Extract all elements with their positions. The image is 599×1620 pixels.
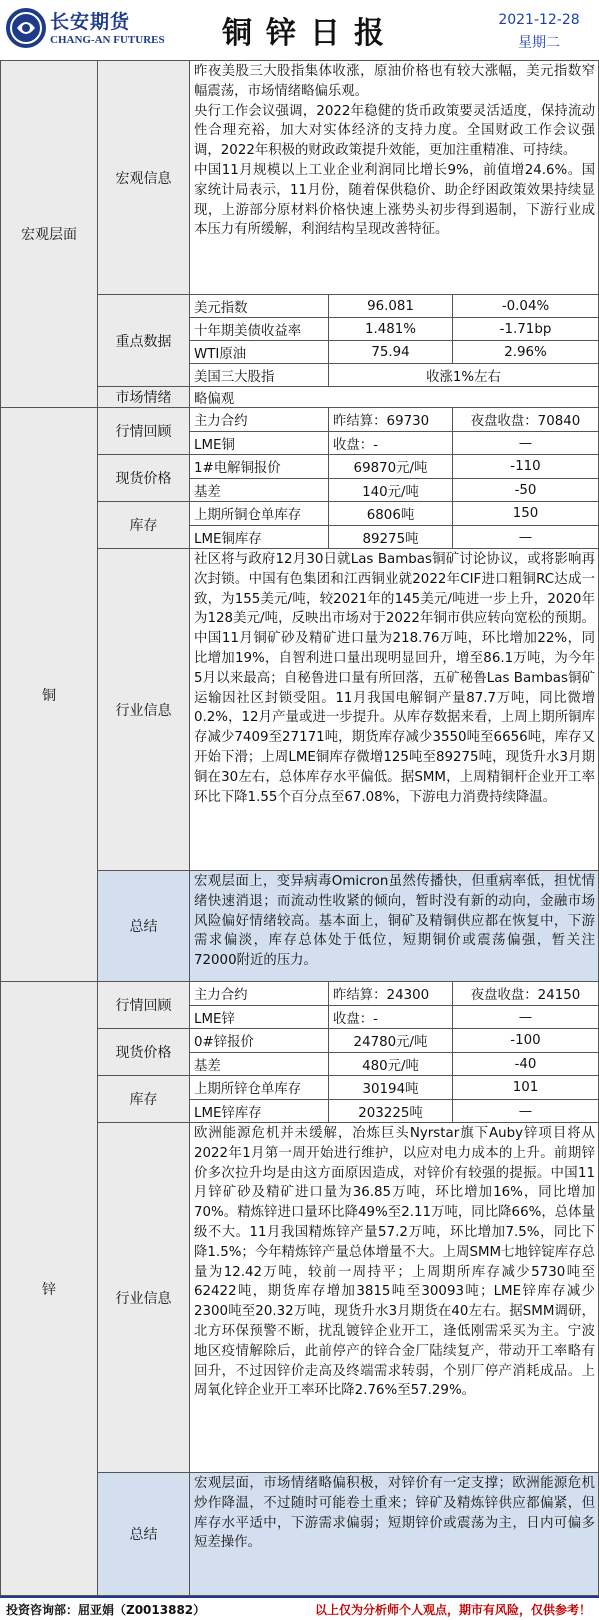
copper-market-cell: — (452, 431, 599, 455)
key-row-name: 十年期美债收益率 (189, 317, 329, 341)
macro-info-label: 宏观信息 (97, 60, 190, 295)
report-date: 2021-12-28 (498, 12, 580, 28)
zinc-market-label: 行情回顾 (97, 981, 190, 1029)
zinc-spot-cell: -40 (452, 1052, 599, 1076)
key-row-name: 美国三大股指 (189, 363, 329, 387)
sentiment-value: 略偏观 (189, 386, 599, 408)
section-macro: 宏观层面 (0, 60, 98, 408)
zinc-inventory-cell: 上期所锌仓单库存 (189, 1075, 329, 1100)
key-row-change: -0.04% (452, 294, 599, 318)
copper-inventory-cell: 上期所铜仓单库存 (189, 501, 329, 526)
copper-market-cell: 主力合约 (189, 407, 329, 432)
copper-inventory-cell: 6806吨 (328, 501, 453, 526)
copper-spot-cell: 1#电解铜报价 (189, 454, 329, 479)
key-row-value: 1.481% (328, 317, 453, 341)
copper-spot-cell: 140元/吨 (328, 478, 453, 502)
risk-disclaimer: 以上仅为分析师个人观点，期市有风险，仅供参考！ (314, 1603, 591, 1617)
copper-spot-cell: 69870元/吨 (328, 454, 453, 479)
copper-market-label: 行情回顾 (97, 407, 190, 455)
zinc-spot-cell: -100 (452, 1028, 599, 1053)
copper-spot-label: 现货价格 (97, 454, 190, 502)
zinc-spot-label: 现货价格 (97, 1028, 190, 1076)
zinc-market-cell: 夜盘收盘：24150 (452, 981, 599, 1006)
logo-text-cn: 长安期货 (50, 11, 131, 33)
key-row-merged: 收涨1%左右 (328, 363, 599, 387)
copper-spot-cell: 基差 (189, 478, 329, 502)
macro-info-paragraph: 央行工作会议强调，2022年稳健的货币政策要灵活适度，保持流动性合理充裕，加大对实体经济的支持力度。全国财政工作会议强调，2022年积极的财政政策提升效能，更加注重精准、可持续。 (194, 103, 595, 159)
zinc-market-cell: LME锌 (189, 1005, 329, 1029)
key-row-name: WTI原油 (189, 340, 329, 364)
report-footer (0, 1596, 599, 1620)
zinc-industry-label: 行业信息 (97, 1122, 190, 1473)
copper-market-cell: 收盘：- (328, 431, 453, 455)
zinc-industry-text: 欧洲能源危机并未缓解，冶炼巨头Nyrstar旗下Auby锌项目将从2022年1月第一周开始进行维护，以应对电力成本的上升。前期锌价多次拉升均是由这方面原因造成，对锌价有较强的提振。中国11月锌矿砂及精矿进口量为36.85万吨，环比增加16%，同比增加70%。精炼锌进口量环比降49%至2.11万吨，同比降66%，总体量级不大。11月我国精炼锌产量57.2万吨，环比增加7.5%，同比下降1.5%；今年精炼锌产量总体增量不大。上周SMM七地锌锭库存总量为12.42万吨，较前一周持平；上周期所库存减少5730吨至62422吨，期货库存增加3815吨至30093吨；LME锌库存减少2300吨至20.32万吨，现货升水3月期货在40左右。据SMM调研，北方环保预警不断，扰乱镀锌企业开工，逢低刚需采买为主。宁波地区疫情解除后，此前停产的锌合金厂陆续复产，带动开工率略有回升，不过因锌价走高及终端需求转弱，个别厂停产消耗成品。上周氧化锌企业开工率环比降2.76%至57.29%。 (189, 1122, 599, 1473)
analyst-credit: 投资咨询部：屈亚娟（Z0013882） (6, 1603, 206, 1617)
copper-spot-cell: -50 (452, 478, 599, 502)
zinc-inventory-cell: 101 (452, 1075, 599, 1100)
zinc-inventory-cell: LME锌库存 (189, 1099, 329, 1123)
copper-inventory-cell: LME铜库存 (189, 525, 329, 549)
zinc-spot-cell: 480元/吨 (328, 1052, 453, 1076)
copper-summary-label: 总结 (97, 870, 190, 982)
zinc-market-cell: 主力合约 (189, 981, 329, 1006)
zinc-market-cell: 昨结算：24300 (328, 981, 453, 1006)
copper-summary-text: 宏观层面上，变异病毒Omicron虽然传播快，但重病率低，担忧情绪快速消退；而流动性收紧的倾向，暂时没有新的动向，金融市场风险偏好情绪较高。基本面上，铜矿及精铜供应都在恢复中，下游需求偏淡，库存总体处于低位，短期铜价或震荡偏强，暂关注72000附近的压力。 (189, 870, 599, 982)
section-zinc: 锌 (0, 981, 98, 1596)
zinc-inventory-cell: 30194吨 (328, 1075, 453, 1100)
sentiment-label: 市场情绪 (97, 386, 190, 408)
key-row-name: 美元指数 (189, 294, 329, 318)
copper-inventory-cell: 89275吨 (328, 525, 453, 549)
macro-info-text (189, 60, 599, 295)
zinc-spot-cell: 基差 (189, 1052, 329, 1076)
key-row-change: 2.96% (452, 340, 599, 364)
copper-inventory-label: 库存 (97, 501, 190, 549)
zinc-market-cell: — (452, 1005, 599, 1029)
key-row-change: -1.71bp (452, 317, 599, 341)
copper-market-cell: 昨结算：69730 (328, 407, 453, 432)
copper-inventory-cell: 150 (452, 501, 599, 526)
zinc-spot-cell: 24780元/吨 (328, 1028, 453, 1053)
macro-key-label: 重点数据 (97, 294, 190, 387)
copper-market-cell: 夜盘收盘：70840 (452, 407, 599, 432)
key-row-value: 75.94 (328, 340, 453, 364)
copper-spot-cell: -110 (452, 454, 599, 479)
zinc-inventory-label: 库存 (97, 1075, 190, 1123)
zinc-spot-cell: 0#锌报价 (189, 1028, 329, 1053)
macro-info-paragraph: 中国11月规模以上工业企业利润同比增长9%，前值增24.6%。国家统计局表示，11月份，随着保供稳价、助企纾困政策效果持续显现，上游部分原材料价格快速上涨势头初步得到遏制，下游行业成本压力有所缓解，利润结构呈现改善特征。 (194, 162, 595, 238)
zinc-summary-label: 总结 (97, 1472, 190, 1596)
key-row-value: 96.081 (328, 294, 453, 318)
copper-industry-text: 社区将与政府12月30日就Las Bambas铜矿讨论协议，或将影响再次封锁。中国有色集团和江西铜业就2022年CIF进口粗铜RC达成一致，为155美元/吨，较2021年的145美元/吨进一步上升，2020年为128美元/吨，反映出市场对于2022年铜市供应转向宽松的预期。中国11月铜矿砂及精矿进口量为218.76万吨，环比增加22%，同比增加19%，自智利进口量出现明显回升，增至86.1万吨，为今年5月以来最高；自秘鲁进口量有所回落，五矿秘鲁Las Bambas铜矿运输因社区封锁受阻。11月我国电解铜产量87.7万吨，同比微增0.2%，12月产量或进一步提升。从库存数据来看，上周上期所铜库存减少7409至27171吨，期货库存减少3550吨至6656吨，库存又开始下滑；上周LME铜库存微增125吨至89275吨，现货升水3月期铜在30左右，总体库存水平偏低。据SMM，上周精铜杆企业开工率环比下降1.55个百分点至67.08%，下游电力消费持续降温。 (189, 548, 599, 871)
section-copper: 铜 (0, 407, 98, 982)
report-title: 铜锌日报 (222, 16, 398, 51)
zinc-market-cell: 收盘：- (328, 1005, 453, 1029)
zinc-inventory-cell: 203225吨 (328, 1099, 453, 1123)
copper-market-cell: LME铜 (189, 431, 329, 455)
macro-info-paragraph: 昨夜美股三大股指集体收涨，原油价格也有较大涨幅，美元指数窄幅震荡，市场情绪略偏乐观。 (194, 64, 595, 99)
logo-text-en: CHANG-AN FUTURES (50, 34, 165, 46)
report-weekday: 星期二 (518, 35, 560, 51)
copper-inventory-cell: — (452, 525, 599, 549)
zinc-inventory-cell: — (452, 1099, 599, 1123)
copper-industry-label: 行业信息 (97, 548, 190, 871)
zinc-summary-text: 宏观层面，市场情绪略偏积极，对锌价有一定支撑；欧洲能源危机炒作降温，不过随时可能卷土重来；锌矿及精炼锌供应都偏紧，但库存水平适中，下游需求偏弱；短期锌价或震荡为主，日内可偏多短差操作。 (189, 1472, 599, 1596)
